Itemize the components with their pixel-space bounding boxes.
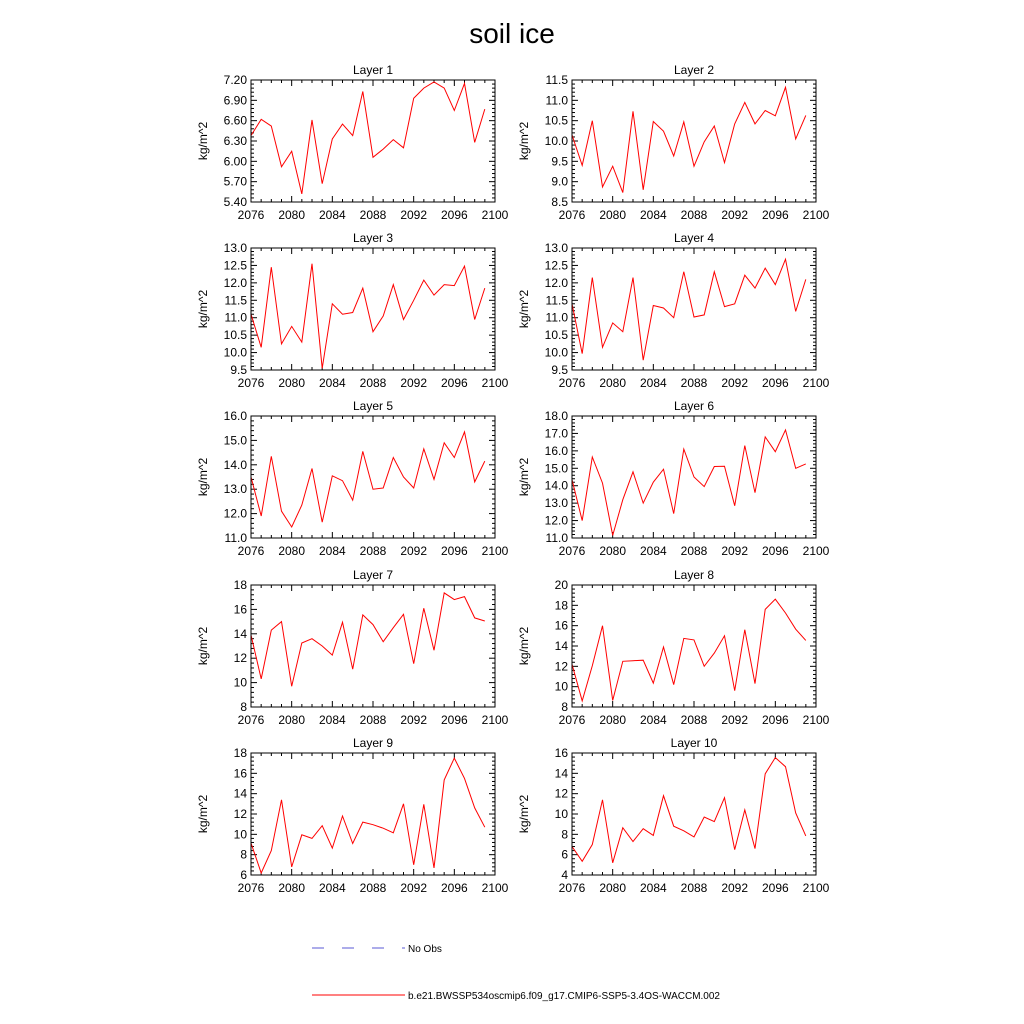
series-line [251, 432, 485, 527]
x-tick-label: 2076 [558, 713, 586, 727]
x-tick-label: 2092 [721, 713, 749, 727]
y-tick-label: 18 [554, 598, 568, 613]
x-tick-label: 2084 [639, 208, 667, 222]
panel-title: Layer 6 [673, 399, 715, 413]
y-tick-label: 16 [233, 766, 247, 781]
x-tick-label: 2092 [400, 544, 428, 558]
plot-frame [251, 248, 495, 370]
panel-title: Layer 5 [352, 399, 394, 413]
y-tick-label: 10.0 [544, 345, 568, 360]
y-tick-label: 11.0 [545, 93, 568, 108]
chart-title: soil ice [469, 18, 555, 49]
y-tick-label: 20 [554, 578, 568, 592]
x-tick-label: 2100 [481, 208, 509, 222]
y-tick-label: 6 [240, 868, 247, 882]
y-tick-label: 16 [554, 746, 568, 760]
x-tick-label: 2076 [558, 544, 586, 558]
y-tick-label: 8.5 [551, 195, 568, 209]
x-tick-label: 2092 [721, 376, 749, 390]
legend-model-label: b.e21.BWSSP534oscmip6.f09_g17.CMIP6-SSP5-3.4OS-WACCM.002 [408, 991, 720, 1002]
x-tick-label: 2100 [481, 713, 509, 727]
y-tick-label: 11.0 [224, 531, 247, 545]
y-tick-label: 14 [233, 786, 247, 801]
y-axis-label: kg/m^2 [196, 457, 210, 497]
y-tick-label: 12.5 [544, 258, 568, 273]
y-tick-label: 11.0 [545, 310, 568, 325]
y-tick-label: 9.5 [551, 154, 568, 169]
y-tick-label: 10 [233, 827, 247, 842]
y-tick-label: 12.0 [223, 275, 247, 290]
x-tick-label: 2096 [761, 544, 789, 558]
x-tick-label: 2092 [400, 713, 428, 727]
panel-layer-4 [517, 231, 830, 390]
panel-title: Layer 4 [673, 231, 715, 245]
series-line [572, 599, 806, 701]
x-tick-label: 2084 [639, 376, 667, 390]
y-tick-label: 4 [561, 868, 568, 882]
y-tick-label: 14 [554, 639, 568, 653]
panel-layer-3 [196, 231, 509, 390]
panel-title: Layer 10 [670, 736, 718, 750]
x-tick-label: 2092 [721, 544, 749, 558]
plot-frame [251, 753, 495, 875]
y-tick-label: 12.5 [223, 258, 247, 273]
y-tick-label: 15.0 [223, 433, 247, 448]
plot-frame [251, 585, 495, 707]
x-tick-label: 2084 [318, 376, 346, 390]
y-tick-label: 14 [554, 766, 568, 781]
y-axis-label: kg/m^2 [196, 794, 210, 834]
y-tick-label: 9.5 [551, 363, 568, 377]
panel-layer-6 [517, 399, 830, 558]
x-tick-label: 2088 [680, 713, 708, 727]
y-axis-label: kg/m^2 [517, 457, 531, 497]
series-line [251, 758, 485, 873]
x-tick-label: 2080 [599, 713, 627, 727]
panel-layer-8 [517, 568, 830, 727]
y-tick-label: 11.5 [545, 293, 568, 308]
series-line [251, 264, 485, 369]
y-tick-label: 18 [233, 746, 247, 760]
x-tick-label: 2100 [481, 544, 509, 558]
x-tick-label: 2088 [359, 544, 387, 558]
y-tick-label: 13.0 [223, 482, 247, 497]
x-tick-label: 2096 [440, 713, 468, 727]
x-tick-label: 2080 [599, 544, 627, 558]
x-tick-label: 2100 [802, 208, 830, 222]
y-tick-label: 8 [240, 700, 247, 714]
y-tick-label: 14.0 [223, 457, 247, 472]
y-axis-label: kg/m^2 [196, 121, 210, 161]
plot-frame [251, 416, 495, 538]
y-tick-label: 11.0 [224, 310, 247, 325]
x-tick-label: 2096 [440, 208, 468, 222]
y-tick-label: 7.20 [223, 73, 247, 87]
y-tick-label: 12 [233, 807, 247, 821]
y-tick-label: 8 [561, 827, 568, 842]
plot-frame [572, 585, 816, 707]
panel-title: Layer 7 [352, 568, 394, 582]
y-tick-label: 6.90 [223, 93, 247, 108]
x-tick-label: 2084 [639, 881, 667, 895]
x-tick-label: 2080 [278, 376, 306, 390]
panel-layer-2 [517, 63, 830, 222]
x-tick-label: 2080 [278, 208, 306, 222]
y-tick-label: 8 [240, 847, 247, 862]
series-line [251, 82, 485, 194]
y-tick-label: 11.0 [545, 531, 568, 545]
y-tick-label: 10.5 [223, 328, 247, 343]
y-tick-label: 5.70 [223, 174, 247, 189]
panel-grid [196, 63, 830, 895]
x-tick-label: 2092 [721, 881, 749, 895]
y-tick-label: 5.40 [223, 195, 247, 209]
x-tick-label: 2092 [400, 881, 428, 895]
x-tick-label: 2096 [761, 881, 789, 895]
y-tick-label: 16.0 [544, 443, 568, 458]
y-tick-label: 15.0 [544, 461, 568, 476]
x-tick-label: 2088 [359, 376, 387, 390]
x-tick-label: 2100 [802, 713, 830, 727]
y-tick-label: 12 [554, 659, 568, 674]
x-tick-label: 2080 [599, 881, 627, 895]
panel-layer-1 [196, 63, 509, 222]
series-line [572, 430, 806, 536]
y-axis-label: kg/m^2 [196, 626, 210, 666]
x-tick-label: 2096 [440, 544, 468, 558]
panel-layer-5 [196, 399, 509, 558]
x-tick-label: 2096 [440, 881, 468, 895]
x-tick-label: 2100 [481, 376, 509, 390]
x-tick-label: 2088 [359, 208, 387, 222]
x-tick-label: 2076 [558, 376, 586, 390]
series-line [572, 259, 806, 360]
y-tick-label: 10 [233, 675, 247, 690]
legend-no-obs-label: No Obs [408, 944, 442, 955]
x-tick-label: 2092 [400, 376, 428, 390]
y-tick-label: 16 [233, 602, 247, 617]
y-tick-label: 12.0 [544, 275, 568, 290]
y-tick-label: 14 [233, 626, 247, 641]
y-axis-label: kg/m^2 [517, 794, 531, 834]
x-tick-label: 2084 [318, 208, 346, 222]
y-tick-label: 9.0 [551, 174, 568, 189]
y-axis-label: kg/m^2 [196, 289, 210, 329]
x-tick-label: 2100 [802, 376, 830, 390]
y-tick-label: 6.00 [223, 154, 247, 169]
x-tick-label: 2092 [721, 208, 749, 222]
plot-frame [572, 80, 816, 202]
y-axis-label: kg/m^2 [517, 121, 531, 161]
x-tick-label: 2080 [278, 881, 306, 895]
x-tick-label: 2096 [761, 376, 789, 390]
y-tick-label: 10.5 [544, 113, 568, 128]
y-tick-label: 9.5 [230, 363, 247, 377]
y-tick-label: 14.0 [544, 478, 568, 493]
panel-title: Layer 3 [352, 231, 394, 245]
x-tick-label: 2100 [481, 881, 509, 895]
y-tick-label: 12.0 [544, 513, 568, 528]
x-tick-label: 2096 [440, 376, 468, 390]
legend [312, 944, 720, 1002]
x-tick-label: 2100 [802, 544, 830, 558]
x-tick-label: 2084 [318, 881, 346, 895]
y-tick-label: 18.0 [544, 409, 568, 423]
plot-frame [572, 753, 816, 875]
y-tick-label: 11.5 [545, 73, 568, 87]
x-tick-label: 2076 [237, 713, 265, 727]
x-tick-label: 2100 [802, 881, 830, 895]
x-tick-label: 2076 [237, 376, 265, 390]
y-tick-label: 10 [554, 679, 568, 694]
y-tick-label: 11.5 [224, 293, 247, 308]
x-tick-label: 2092 [400, 208, 428, 222]
x-tick-label: 2084 [639, 544, 667, 558]
y-tick-label: 13.0 [544, 496, 568, 511]
y-tick-label: 17.0 [544, 426, 568, 441]
series-line [251, 593, 485, 686]
x-tick-label: 2088 [680, 544, 708, 558]
x-tick-label: 2088 [359, 881, 387, 895]
y-tick-label: 6.30 [223, 134, 247, 148]
x-tick-label: 2080 [278, 544, 306, 558]
x-tick-label: 2084 [318, 544, 346, 558]
panel-title: Layer 2 [673, 63, 715, 77]
x-tick-label: 2088 [680, 881, 708, 895]
x-tick-label: 2076 [237, 544, 265, 558]
y-tick-label: 16.0 [223, 409, 247, 423]
panel-layer-7 [196, 568, 509, 727]
y-tick-label: 12.0 [223, 506, 247, 521]
panel-layer-9 [196, 736, 509, 895]
panel-title: Layer 1 [352, 63, 394, 77]
series-line [572, 87, 806, 192]
x-tick-label: 2076 [558, 208, 586, 222]
plot-frame [572, 248, 816, 370]
x-tick-label: 2076 [558, 881, 586, 895]
y-tick-label: 10.5 [544, 328, 568, 343]
panel-title: Layer 9 [352, 736, 394, 750]
x-tick-label: 2080 [278, 713, 306, 727]
y-tick-label: 10 [554, 807, 568, 821]
y-tick-label: 13.0 [544, 241, 568, 255]
panel-layer-10 [517, 736, 830, 895]
y-tick-label: 16 [554, 618, 568, 633]
x-tick-label: 2080 [599, 376, 627, 390]
y-tick-label: 18 [233, 578, 247, 592]
x-tick-label: 2096 [761, 208, 789, 222]
y-tick-label: 12 [554, 786, 568, 801]
y-tick-label: 10.0 [223, 345, 247, 360]
y-tick-label: 13.0 [223, 241, 247, 255]
y-axis-label: kg/m^2 [517, 626, 531, 666]
y-tick-label: 10.0 [544, 134, 568, 148]
x-tick-label: 2084 [318, 713, 346, 727]
x-tick-label: 2088 [680, 376, 708, 390]
y-tick-label: 6 [561, 847, 568, 862]
panel-title: Layer 8 [673, 568, 715, 582]
x-tick-label: 2076 [237, 881, 265, 895]
y-tick-label: 8 [561, 700, 568, 714]
x-tick-label: 2088 [359, 713, 387, 727]
y-tick-label: 6.60 [223, 113, 247, 128]
x-tick-label: 2088 [680, 208, 708, 222]
y-tick-label: 12 [233, 651, 247, 666]
y-axis-label: kg/m^2 [517, 289, 531, 329]
x-tick-label: 2096 [761, 713, 789, 727]
x-tick-label: 2084 [639, 713, 667, 727]
x-tick-label: 2080 [599, 208, 627, 222]
x-tick-label: 2076 [237, 208, 265, 222]
series-line [572, 758, 806, 863]
